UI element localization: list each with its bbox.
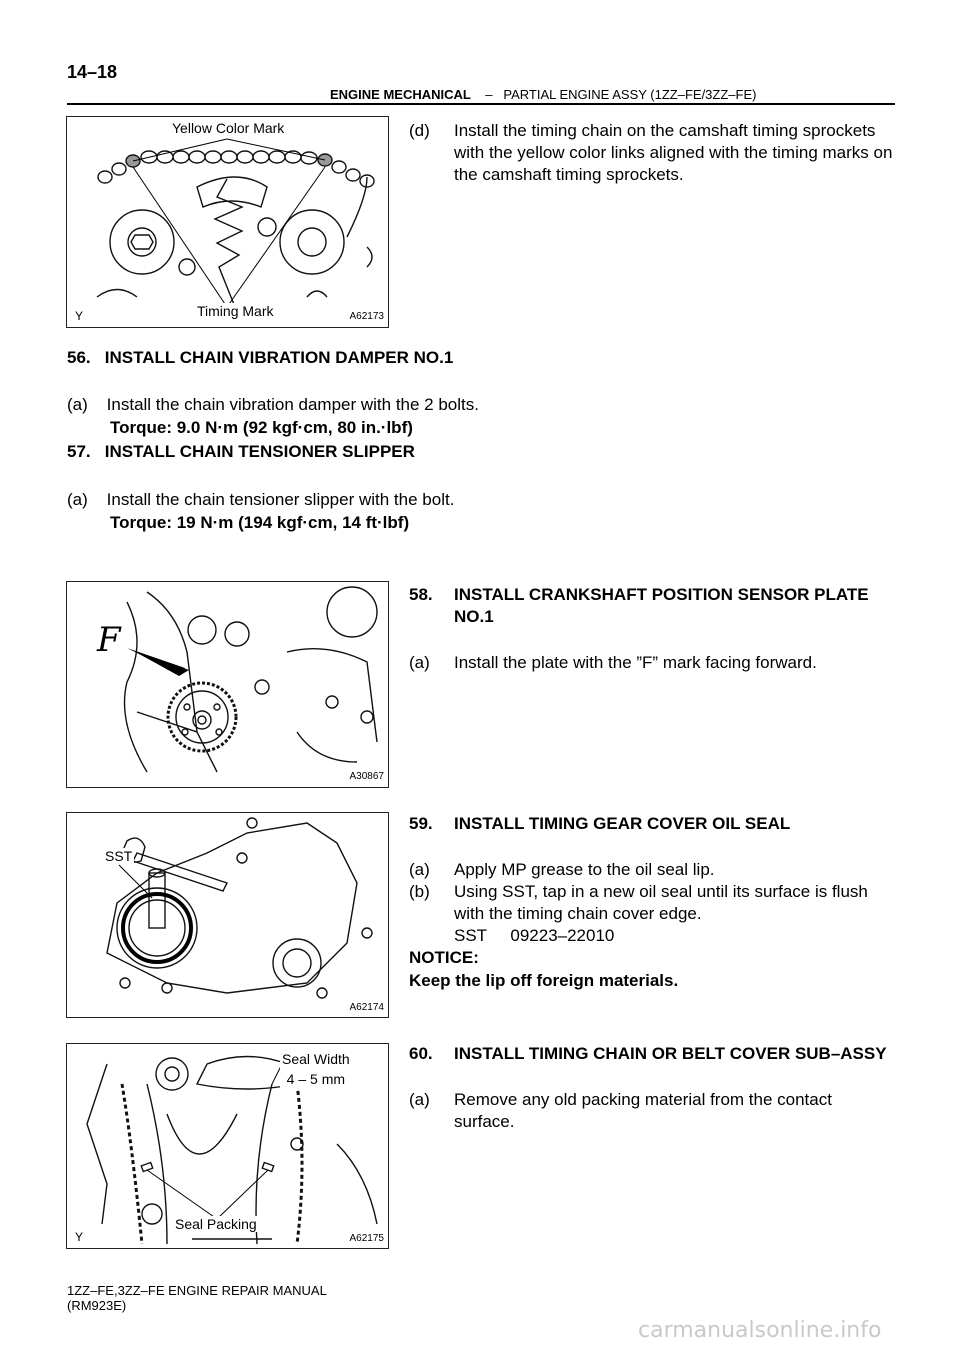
header-separator: – xyxy=(485,87,493,102)
step-58-a-label: (a) xyxy=(409,653,430,672)
step-60-a-label: (a) xyxy=(409,1090,430,1109)
step-59-title: INSTALL TIMING GEAR COVER OIL SEAL xyxy=(454,814,791,833)
sensor-plate-illustration xyxy=(67,582,388,787)
step-57-a: (a) Install the chain tensioner slipper with the bolt. xyxy=(67,490,455,509)
step-d xyxy=(409,120,895,186)
figure-corner-mark: Y xyxy=(75,309,84,323)
callout-leaders xyxy=(133,139,325,307)
step-59-sst: SST 09223–22010 xyxy=(454,926,615,945)
page-number: 14–18 xyxy=(67,62,118,82)
figure-timing-chain xyxy=(66,116,389,328)
page-header xyxy=(330,87,756,102)
step-d-text: Install the timing chain on the camshaft timing sprockets with the yellow color links aligned with the timing marks on the camshaft timing sprockets. xyxy=(454,121,893,184)
chain-links xyxy=(98,151,374,187)
step-59-number: 59. xyxy=(409,814,433,833)
figure-corner-mark: Y xyxy=(75,1230,84,1244)
header-subsection: PARTIAL ENGINE ASSY (1ZZ–FE/3ZZ–FE) xyxy=(503,87,757,102)
callout-seal-width xyxy=(280,1049,352,1089)
step-59-b-text: Using SST, tap in a new oil seal until its surface is flush with the timing chain cover edge. xyxy=(454,882,868,923)
step-d-label: (d) xyxy=(409,121,430,140)
footer xyxy=(67,1283,327,1313)
notice-text: Keep the lip off foreign materials. xyxy=(409,971,679,990)
step-60 xyxy=(409,1043,895,1133)
figure-id: A30867 xyxy=(349,771,384,782)
timing-chain-illustration xyxy=(67,117,388,327)
figure-sensor-plate xyxy=(66,581,389,788)
oil-seal-illustration xyxy=(67,813,388,1017)
f-mark-label: F xyxy=(97,620,121,660)
notice-label: NOTICE: xyxy=(409,948,479,967)
figure-id: A62174 xyxy=(349,1002,384,1013)
step-60-title: INSTALL TIMING CHAIN OR BELT COVER SUB–ASSY xyxy=(454,1044,887,1063)
callout-timing-mark: Timing Mark xyxy=(197,303,274,319)
step-60-number: 60. xyxy=(409,1044,433,1063)
callout-seal-width-line1: Seal Width xyxy=(282,1051,350,1067)
callout-seal-width-line2: 4 – 5 mm xyxy=(286,1071,346,1087)
figure-id: A62173 xyxy=(349,311,384,322)
step-59-a-text: Apply MP grease to the oil seal lip. xyxy=(454,860,715,879)
step-56-title: 56. INSTALL CHAIN VIBRATION DAMPER NO.1 xyxy=(67,348,454,367)
footer-manual-title: 1ZZ–FE,3ZZ–FE ENGINE REPAIR MANUAL xyxy=(67,1283,327,1298)
step-59 xyxy=(409,813,895,947)
figure-oil-seal xyxy=(66,812,389,1018)
figure-seal-packing xyxy=(66,1043,389,1249)
step-56-torque: Torque: 9.0 N·m (92 kgf·cm, 80 in.·lbf) xyxy=(110,418,413,437)
step-59-a-label: (a) xyxy=(409,860,430,879)
footer-manual-code: (RM923E) xyxy=(67,1298,127,1313)
step-59-b-label: (b) xyxy=(409,882,430,901)
callout-seal-packing: Seal Packing xyxy=(175,1216,257,1232)
step-56-a: (a) Install the chain vibration damper with the 2 bolts. xyxy=(67,395,479,414)
step-58 xyxy=(409,584,895,674)
figure-id: A62175 xyxy=(349,1233,384,1244)
step-58-title: INSTALL CRANKSHAFT POSITION SENSOR PLATE NO.1 xyxy=(454,585,869,626)
header-section: ENGINE MECHANICAL xyxy=(330,87,471,102)
step-58-a-text: Install the plate with the ”F” mark facing forward. xyxy=(454,653,817,672)
callout-yellow-color-mark: Yellow Color Mark xyxy=(172,120,285,136)
header-rule xyxy=(67,103,895,105)
step-57-torque: Torque: 19 N·m (194 kgf·cm, 14 ft·lbf) xyxy=(110,513,410,532)
step-58-number: 58. xyxy=(409,585,433,604)
step-60-a-text: Remove any old packing material from the contact surface. xyxy=(454,1090,832,1131)
watermark: carmanualsonline.info xyxy=(638,1318,882,1343)
callout-sst: SST xyxy=(105,848,133,864)
step-57-title: 57. INSTALL CHAIN TENSIONER SLIPPER xyxy=(67,442,415,461)
